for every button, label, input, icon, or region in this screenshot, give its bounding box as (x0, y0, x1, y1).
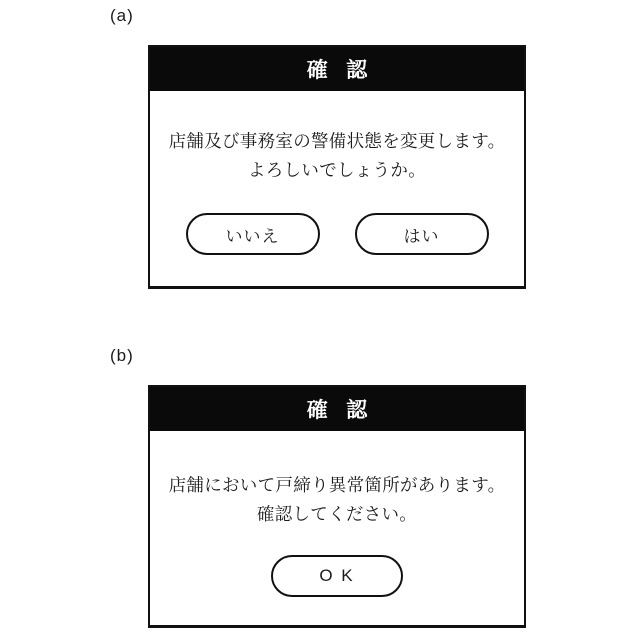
dialog-a-message (169, 127, 506, 185)
dialog-b-message-line-2: 確認してください。 (256, 504, 418, 524)
dialog-b-message-line-1: 店舗において戸締り異常箇所があります。 (168, 475, 506, 495)
dialog-a-title: 確 認 (306, 59, 374, 82)
dialog-a-titlebar (150, 47, 524, 91)
no-button[interactable]: いいえ (186, 213, 320, 255)
ok-button[interactable]: O K (271, 555, 403, 597)
figure-label-b: (b) (110, 346, 134, 365)
yes-button[interactable]: はい (355, 213, 489, 255)
dialog-b-title: 確 認 (306, 399, 374, 422)
dialog-a-message-line-1: 店舗及び事務室の警備状態を変更します。 (168, 131, 506, 151)
dialog-a-message-line-2: よろしいでしょうか。 (248, 160, 426, 180)
dialog-a-button-row (186, 213, 489, 255)
dialog-b-titlebar (150, 387, 524, 431)
figure-label-a: (a) (110, 6, 134, 25)
dialog-b-message (169, 471, 506, 529)
confirm-dialog-b (148, 385, 526, 628)
confirm-dialog-a (148, 45, 526, 289)
dialog-b-button-row (271, 555, 403, 597)
